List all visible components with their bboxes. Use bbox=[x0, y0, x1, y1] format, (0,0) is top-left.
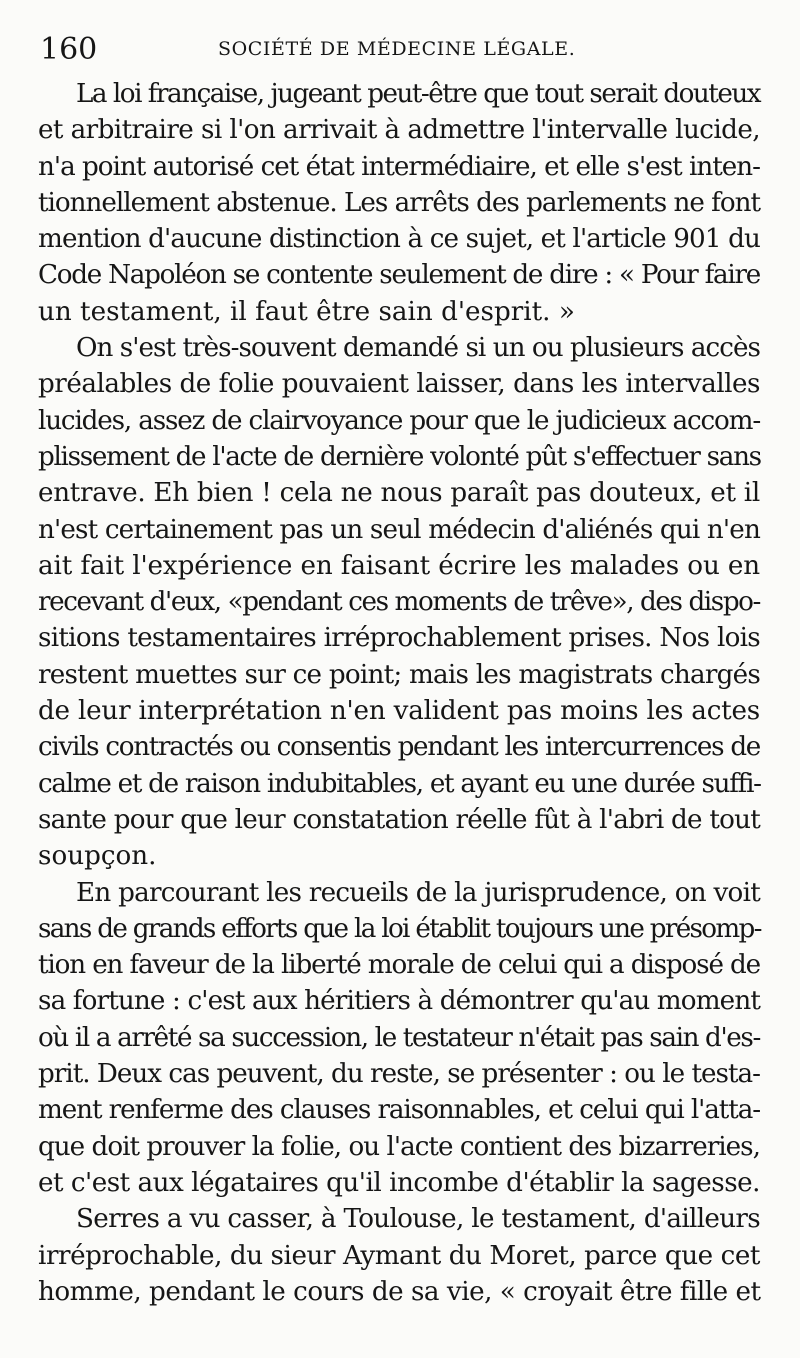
paragraph-3 bbox=[38, 875, 760, 1202]
text-line: civils contractés ou consentis pendant les intercurrences de bbox=[38, 732, 761, 763]
running-head: SOCIÉTÉ DE MÉDECINE LÉGALE. bbox=[218, 38, 576, 60]
text-line: calme et de raison indubitables, et ayant eu une durée suffi- bbox=[38, 768, 761, 799]
text-line: n'est certainement pas un seul médecin d'aliénés qui n'en bbox=[38, 514, 760, 545]
text-line: soupçon. bbox=[38, 841, 157, 872]
text-line: de leur interprétation n'en valident pas moins les actes bbox=[38, 696, 760, 727]
text-line: où il a arrêté sa succession, le testateur n'était pas sain d'es- bbox=[38, 1022, 760, 1053]
text-line: préalables de folie pouvaient laisser, dans les intervalles bbox=[38, 369, 761, 400]
text-line: Code Napoléon se contente seulement de dire : « Pour faire bbox=[38, 260, 760, 291]
text-line: et c'est aux légataires qu'il incombe d'établir la sagesse. bbox=[38, 1167, 761, 1198]
text-line: sa fortune : c'est aux héritiers à démontrer qu'au moment bbox=[38, 986, 760, 1017]
text-line: tionnellement abstenue. Les arrêts des parlements ne font bbox=[38, 187, 761, 218]
text-line: plissement de l'acte de dernière volonté pût s'effectuer sans bbox=[38, 441, 761, 472]
text-line: recevant d'eux, «pendant ces moments de trêve», des dispo- bbox=[38, 587, 760, 618]
page-number: 160 bbox=[40, 32, 98, 67]
text-line: La loi française, jugeant peut-être que tout serait douteux bbox=[76, 79, 761, 109]
text-line: un testament, il faut être sain d'esprit. » bbox=[38, 296, 575, 327]
text-line: irréprochable, du sieur Aymant du Moret, parce que cet bbox=[38, 1240, 760, 1271]
paragraph-2 bbox=[38, 330, 760, 874]
text-line: sans de grands efforts que la loi établit toujours une présomp- bbox=[38, 913, 761, 944]
page-header bbox=[40, 32, 770, 72]
text-line: ait fait l'expérience en faisant écrire les malades ou en bbox=[38, 550, 760, 581]
text-line: sante pour que leur constatation réelle fût à l'abri de tout bbox=[38, 804, 761, 835]
text-line: mention d'aucune distinction à ce sujet, et l'article 901 du bbox=[38, 224, 761, 255]
text-line: tion en faveur de la liberté morale de celui qui a disposé de bbox=[38, 950, 761, 981]
text-line: homme, pendant le cours de sa vie, « croyait être fille et bbox=[38, 1276, 761, 1307]
paragraph-1 bbox=[38, 76, 760, 330]
paragraph-4 bbox=[38, 1201, 760, 1310]
text-line: On s'est très-souvent demandé si un ou plusieurs accès bbox=[76, 333, 760, 364]
text-line: restent muettes sur ce point; mais les magistrats chargés bbox=[38, 659, 760, 690]
text-line: sitions testamentaires irréprochablement prises. Nos lois bbox=[38, 623, 761, 654]
text-line: et arbitraire si l'on arrivait à admettre l'intervalle lucide, bbox=[38, 115, 761, 146]
text-line: prit. Deux cas peuvent, du reste, se présenter : ou le testa- bbox=[38, 1059, 760, 1090]
text-line: En parcourant les recueils de la jurisprudence, on voit bbox=[76, 877, 761, 908]
text-line: que doit prouver la folie, ou l'acte contient des bizarreries, bbox=[38, 1131, 760, 1162]
text-line: entrave. Eh bien ! cela ne nous paraît pas douteux, et il bbox=[38, 478, 760, 509]
body-text bbox=[38, 76, 760, 1310]
text-line: ment renferme des clauses raisonnables, et celui qui l'atta- bbox=[38, 1095, 760, 1126]
text-line: lucides, assez de clairvoyance pour que le judicieux accom- bbox=[38, 405, 761, 436]
text-line: n'a point autorisé cet état intermédiaire, et elle s'est inten- bbox=[38, 151, 761, 182]
text-line: Serres a vu casser, à Toulouse, le testament, d'ailleurs bbox=[76, 1204, 760, 1235]
